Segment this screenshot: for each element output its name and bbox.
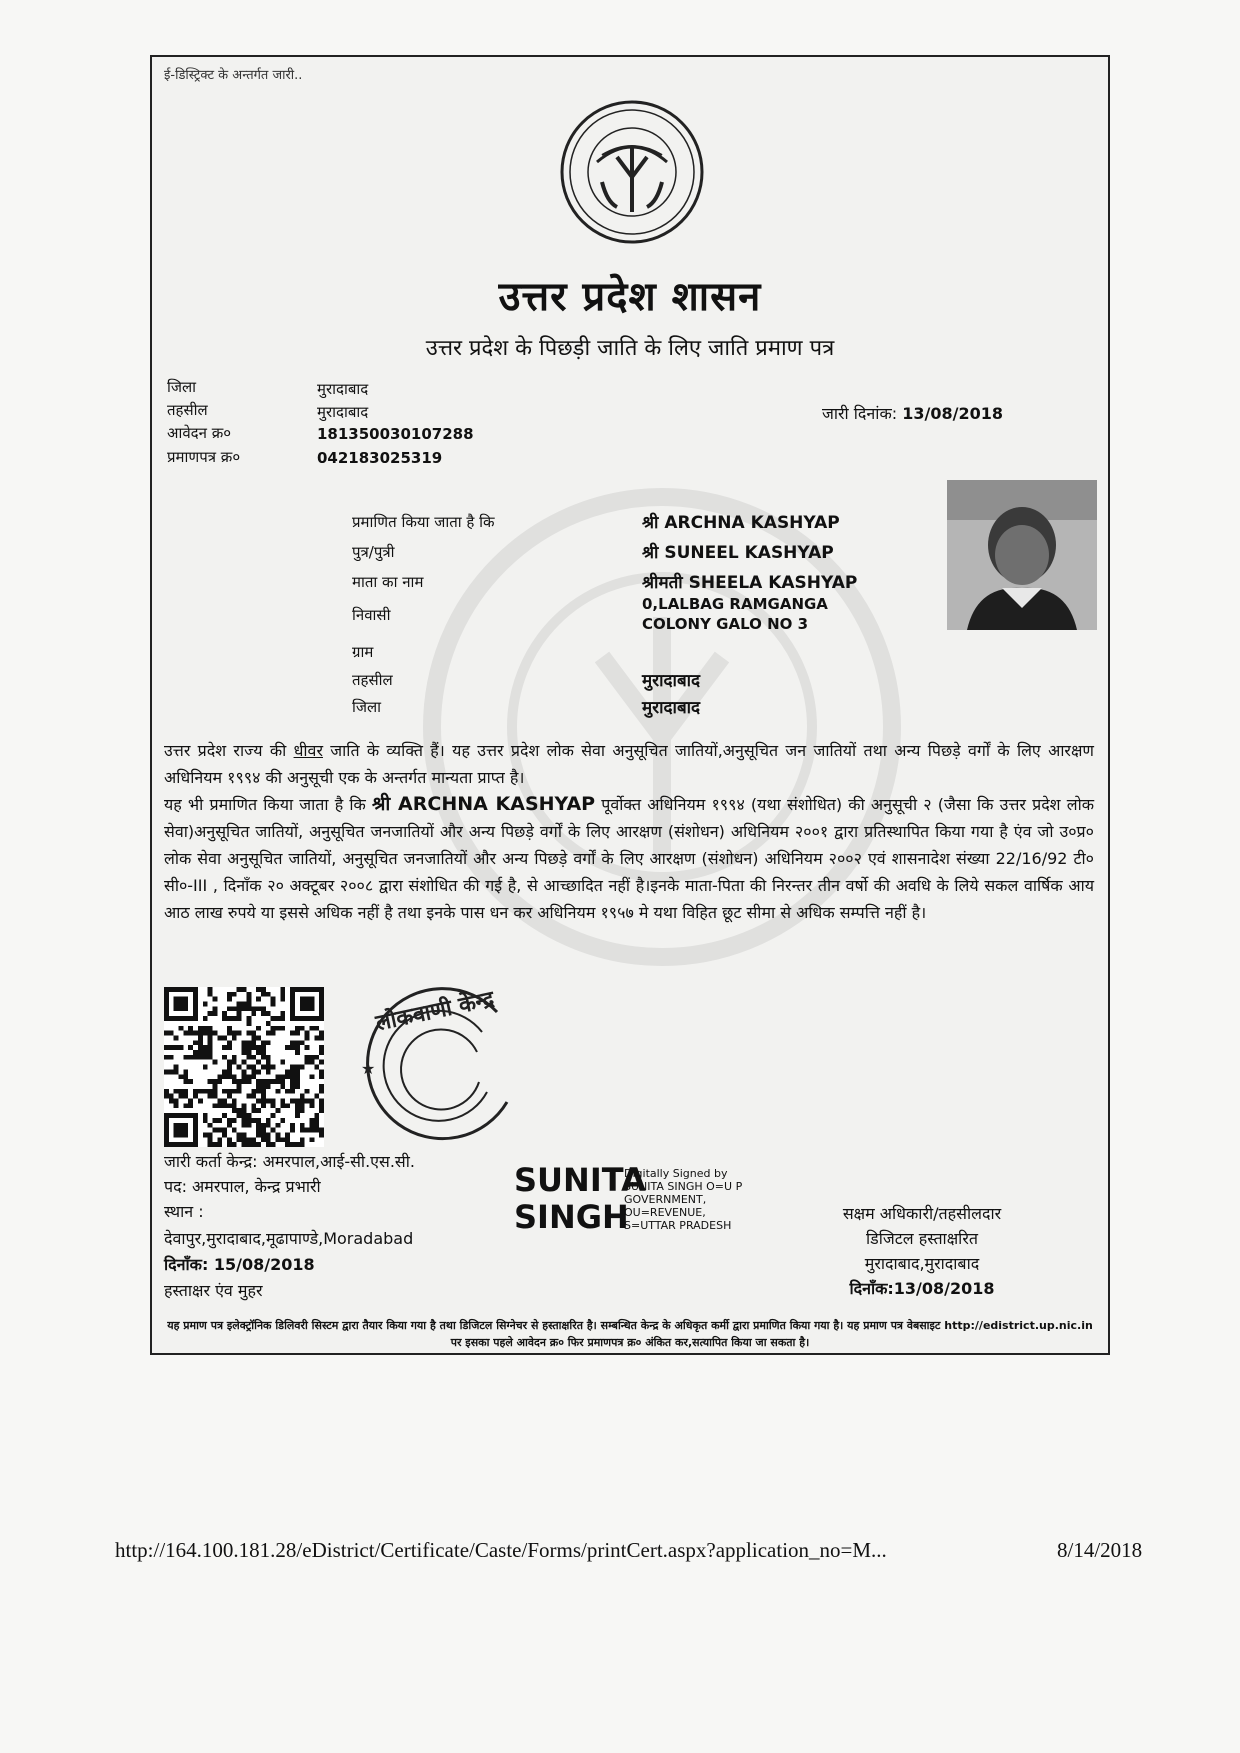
issuer-signature-label: हस्ताक्षर एंव मुहर [164,1281,263,1300]
footer-note: यह प्रमाण पत्र इलेक्ट्रॉनिक डिलिवरी सिस्टम द्वारा तैयार किया गया है तथा डिजिटल सिग्नेचर से हस्ताक्षरित है। सम्बन्धित केन्द्र के अधिकृत कर्मी द्वारा प्रमाणित किया गया है। यह प्रमाण पत्र वेबसाइट http://edistrict.up.nic.in पर इसका पहले आवेदन क्र० फिर प्रमाणपत्र क्र० अंकित कर,सत्यापित किया जा सकता है। [167,1319,1093,1349]
resident-label: निवासी [352,606,391,624]
tehsil-value: मुरादाबाद [317,403,369,421]
certified-label: प्रमाणित किया जाता है कि [352,513,495,531]
tehsil-label: तहसील [167,401,208,419]
application-no-label: आवेदन क्र० [167,424,232,442]
authority-location: मुरादाबाद,मुरादाबाद [864,1254,980,1273]
authority-designation: सक्षम अधिकारी/तहसीलदार [842,1204,1002,1223]
signature-meta-line: GOVERNMENT, [624,1193,707,1206]
signature-meta-line: OU=REVENUE, [624,1206,706,1219]
certificate-sheet [150,55,1110,1355]
certificate-body [164,737,1094,926]
issuer-place-label: स्थान : [164,1202,204,1221]
resident-address-line2: COLONY GALO NO 3 [642,615,809,633]
svg-text:★: ★ [361,1059,376,1078]
issue-date-label: जारी दिनांक: [822,404,898,423]
caste-name: धीवर [293,741,323,760]
mother-name-label: माता का नाम [352,573,424,591]
issuer-date: दिनाँक: 15/08/2018 [164,1255,315,1274]
authority-date: दिनाँक:13/08/2018 [849,1279,995,1298]
signature-meta-line: Digitally Signed by [624,1167,728,1180]
issuer-designation: पद: अमरपाल, केन्द्र प्रभारी [164,1177,321,1196]
body-p2-start: यह भी प्रमाणित किया जाता है कि [164,795,372,814]
top-note: ई-डिस्ट्रिक्ट के अन्तर्गत जारी.. [164,68,303,83]
district-field-label: जिला [352,698,382,716]
page-title: उत्तर प्रदेश शासन [498,274,762,320]
print-url[interactable]: http://164.100.181.28/eDistrict/Certificate/Caste/Forms/printCert.aspx?application_no=M... [115,1538,887,1562]
body-applicant-name: श्री ARCHNA KASHYAP [371,793,596,815]
print-date: 8/14/2018 [1057,1538,1143,1562]
body-p1-end: जाति के व्यक्ति हैं। यह उत्तर प्रदेश लोक सेवा अनुसूचित जातियों,अनुसूचित जन जातियों तथा अन्य पिछड़े वर्गों के लिए आरक्षण अधिनियम १९९४ की अनुसूची एक के अन्तर्गत मान्यता प्राप्त है। [164,741,1095,787]
digital-signature-details [624,1167,742,1232]
signature-name-line2: SINGH [514,1198,629,1236]
issue-date [822,402,1003,424]
authority-digitally-signed: डिजिटल हस्ताक्षरित [866,1229,978,1248]
certificate-no-label: प्रमाणपत्र क्र० [167,448,241,466]
signature-meta-line: SUNITA SINGH O=U P [624,1180,743,1193]
issuing-center: जारी कर्ता केन्द्र: अमरपाल,आई-सी.एस.सी. [164,1152,415,1171]
stamp-text: लोकवाणी केन्द्र [373,986,497,1037]
application-no-value: 181350030107288 [317,425,474,443]
district-field-value: मुरादाबाद [642,698,701,718]
page-subtitle: उत्तर प्रदेश के पिछड़ी जाति के लिए जाति प्रमाण पत्र [425,336,835,361]
mother-name: श्रीमती SHEELA KASHYAP [642,573,858,593]
son-daughter-label: पुत्र/पुत्री [352,543,395,561]
qr-code[interactable] [164,987,324,1147]
tehsil-field-value: मुरादाबाद [642,671,701,691]
tehsil-field-label: तहसील [352,671,393,689]
signature-meta-line: S=UTTAR PRADESH [624,1219,732,1232]
person-photo-icon [947,480,1097,630]
issue-date-value: 13/08/2018 [902,404,1003,423]
certificate-no-value: 042183025319 [317,449,443,467]
up-government-emblem-icon [557,97,707,247]
applicant-name: श्री ARCHNA KASHYAP [642,513,840,533]
body-p2-end: पूर्वोक्त अधिनियम १९९४ (यथा संशोधित) की अनुसूची २ (जैसा कि उत्तर प्रदेश लोक सेवा)अनुसूचित जातियों, अनुसूचित जनजातियों और अन्य पिछड़े वर्गों के लिए आरक्षण (संशोधन) अधिनियम २००१ द्वारा प्रतिस्थापित किया गया है एंव जो उ०प्र० लोक सेवा अनुसूचित जातियों, अनुसूचित जनजातियों और अन्य पिछड़े वर्गों के लिए आरक्षण (संशोधन) अधिनियम २००२ एवं शासनादेश संख्या 22/16/92 टी० सी०-III , दिनाँक २० अक्टूबर २००८ द्वारा संशोधित की गई है, से आच्छादित नहीं है।इनके माता-पिता की निरन्तर तीन वर्षो की अवधि के लिये सकल वार्षिक आय आठ लाख रुपये या इससे अधिक नहीं है तथा इनके पास धन कर अधिनियम १९५७ मे यथा विहित छूट सीमा से अधिक सम्पत्ति नहीं है। [164,795,1095,922]
signature-name-line1: SUNITA [514,1161,646,1199]
father-name: श्री SUNEEL KASHYAP [642,543,834,563]
resident-address-line1: 0,LALBAG RAMGANGA [642,595,828,613]
village-label: ग्राम [352,643,374,661]
body-p1-start: उत्तर प्रदेश राज्य की [164,741,294,760]
district-value: मुरादाबाद [317,380,369,398]
applicant-photo [947,480,1097,630]
issuer-place: देवापुर,मुरादाबाद,मूढापाण्डे,Moradabad [164,1229,414,1248]
district-label: जिला [167,378,197,396]
center-seal-stamp [347,982,527,1142]
